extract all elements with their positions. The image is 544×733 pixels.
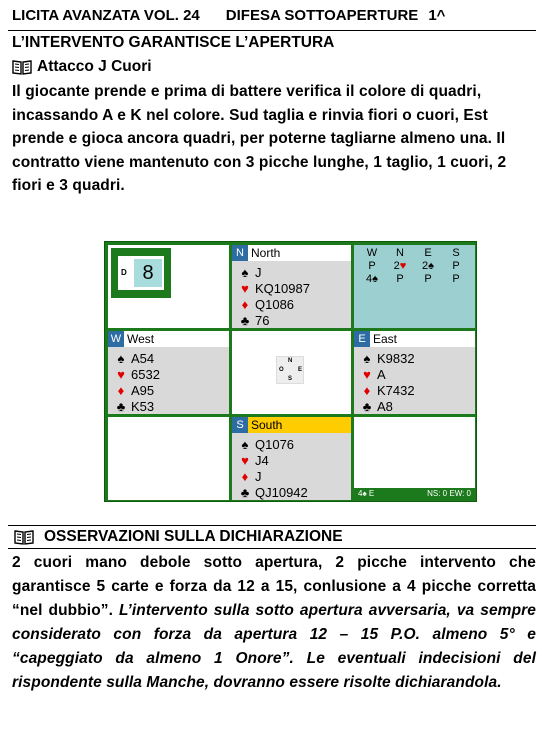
compass-rose: N S E O: [276, 356, 304, 384]
bid-call: P: [396, 273, 404, 285]
bid-call: 2♠: [422, 260, 434, 272]
observations-title: OSSERVAZIONI SULLA DICHIARAZIONE: [44, 528, 343, 545]
play-description: Il giocante prende e prima di battere verifica il colore di quadri, incassando A e K nel colore. Sud taglia e rinvia fiori o cuori, Est prende e gioca ancora quadri, per poterne tagliarne almeno una. Il contratto viene mantenuto con 3 picche lunghe, 1 taglio, 1 cuori, 2 fiori e 3 quadri.: [12, 83, 507, 194]
club-icon: ♣: [116, 399, 126, 414]
spade-icon: ♠: [117, 351, 125, 366]
south-label: South: [251, 418, 283, 432]
board-number: 8: [134, 259, 162, 287]
diamond-icon: ♦: [241, 469, 249, 484]
diamond-icon: ♦: [117, 383, 125, 398]
bidding-box: [354, 245, 475, 328]
opening-lead: [12, 58, 152, 76]
club-icon: ♣: [240, 313, 250, 328]
bridge-diagram: [104, 241, 477, 502]
contract-label: 4♠ E: [358, 489, 375, 498]
bid-call: 4♠: [366, 273, 378, 285]
dealer-frame: [111, 248, 171, 298]
diamond-icon: ♦: [241, 297, 249, 312]
bid-call: 2♥: [393, 260, 407, 272]
club-icon: ♣: [362, 399, 372, 414]
observations-text: 2 cuori mano debole sotto apertura, 2 picche intervento che garantisce 5 carte e forza da 12 a 15, conlusione a 4 picche corretta “nel dubbio”. L’intervento sulla sotto apertura avversaria, va sempre considerato con forza da apertura 12 – 15 P.O. almeno 5° e “capeggiato da almeno 1 Onore”. Le eventuali indecisioni del rispondente sulla Manche, dovranno essere risolte dichiarandola.: [12, 554, 536, 691]
board-info-cell: [108, 245, 229, 328]
bidding-header: E: [424, 247, 432, 259]
west-badge: W: [108, 331, 124, 347]
east-hand: E East ♠ K9832 ♥ A ♦ K7432 ♣ A8: [354, 331, 475, 414]
west-hand: W West ♠ A54 ♥ 6532 ♦ A95 ♣ K53: [108, 331, 229, 414]
south-badge: S: [232, 417, 248, 433]
chapter-title: DIFESA SOTTOAPERTURE: [225, 7, 419, 24]
south-hand: S South ♠ Q1076 ♥ J4 ♦ J ♣ QJ10942: [232, 417, 351, 500]
bid-call: P: [424, 273, 432, 285]
chapter-number: 1^: [428, 7, 446, 24]
page-header: [8, 5, 536, 31]
bidding-header: W: [366, 247, 378, 259]
bid-call: P: [368, 260, 376, 272]
north-badge: N: [232, 245, 248, 261]
dealer-label: D: [121, 268, 127, 277]
spade-icon: ♠: [241, 437, 249, 452]
observations-header: [8, 525, 536, 549]
bidding-header: S: [452, 247, 460, 259]
north-label: North: [251, 246, 281, 260]
spade-icon: ♠: [241, 265, 249, 280]
heart-icon: ♥: [399, 260, 407, 272]
west-label: West: [127, 332, 155, 346]
diamond-icon: ♦: [363, 383, 371, 398]
bid-call: P: [452, 260, 460, 272]
spade-icon: ♠: [363, 351, 371, 366]
spade-icon: ♠: [372, 273, 378, 285]
heart-icon: ♥: [363, 367, 371, 382]
bidding-table: [358, 247, 470, 286]
north-hand: N North ♠ J ♥ KQ10987 ♦ Q1086 ♣ 76: [232, 245, 351, 328]
vulnerability-label: NS: 0 EW: 0: [427, 489, 471, 498]
contract-cell: [354, 417, 475, 500]
hand-title: L’INTERVENTO GARANTISCE L’APERTURA: [12, 34, 335, 51]
opening-lead-text: Attacco J Cuori: [37, 58, 152, 75]
bidding-header: N: [396, 247, 404, 259]
heart-icon: ♥: [241, 281, 249, 296]
empty-corner: [108, 417, 229, 500]
table-center: [232, 331, 351, 414]
east-label: East: [373, 332, 398, 346]
contract-bar: [354, 488, 475, 500]
book-icon: [12, 59, 32, 75]
east-badge: E: [354, 331, 370, 347]
book-icon: [14, 529, 34, 545]
book-title: LICITA AVANZATA VOL. 24: [12, 7, 200, 24]
heart-icon: ♥: [117, 367, 125, 382]
heart-icon: ♥: [241, 453, 249, 468]
club-icon: ♣: [240, 485, 250, 500]
bid-call: P: [452, 273, 460, 285]
spade-icon: ♠: [428, 260, 434, 272]
